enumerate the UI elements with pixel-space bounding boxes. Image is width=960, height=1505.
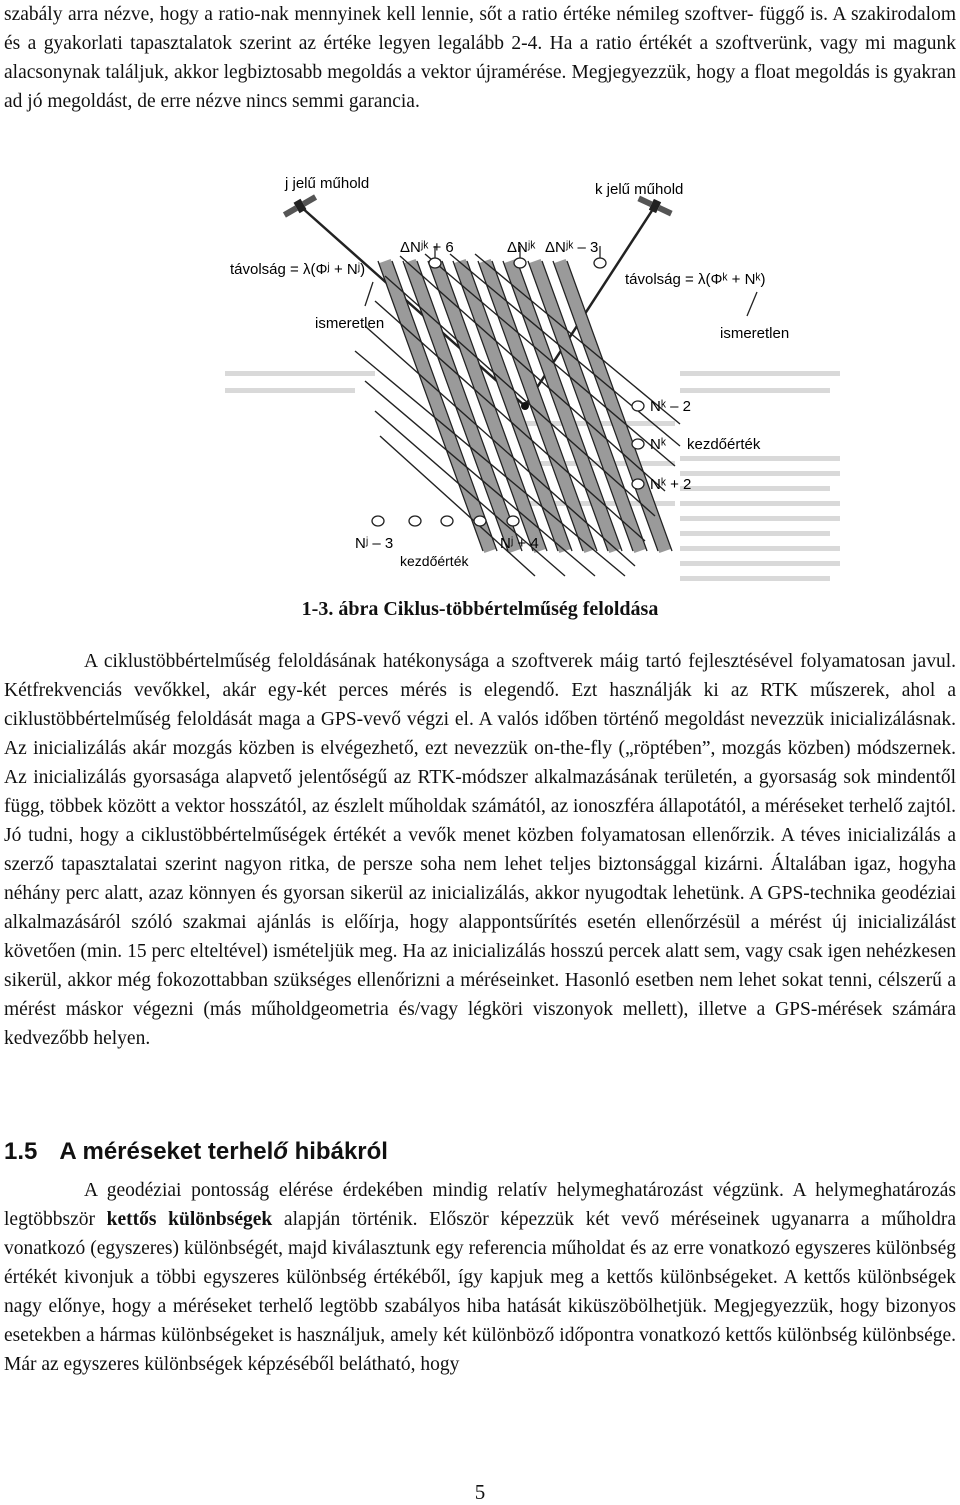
intro-line-rest: függő is. A szakirodalom és a gyakorlati tapasztalatok szerint az értéke legyen legalább 2-4. Ha a ratio értékét a szoftverünk, vagy mi magunk alacsonynak találjuk, akkor legbiztosabb megoldás a vektor újramérése. Megjegyezzük, hogy a float megoldás is gyakran ad jó megoldást, de erre nézve nincs semmi garancia. (4, 4, 957, 112)
cycle-ambiguity-figure (225, 166, 845, 586)
intro-paragraph (4, 0, 956, 116)
distance-j-formula: távolság = λ(Φʲ + Nʲ) (230, 261, 366, 278)
unknown-j-arrow (365, 282, 373, 306)
section-title-start: A méréseket terhel (59, 1138, 274, 1165)
unknown-j-label: ismeretlen (315, 315, 385, 332)
bottom-label-plus4: Nʲ + 4 (500, 535, 539, 552)
top-label-zero: ΔNʲᵏ (507, 239, 536, 256)
section-title-end: hibákról (287, 1138, 388, 1165)
intro-line-1: szabály arra nézve, hogy a ratio-nak mennyinek kell lennie, sőt a ratio értéke némileg szoftver- (4, 4, 754, 25)
distance-k-formula: távolság = λ(Φᵏ + Nᵏ) (625, 271, 766, 288)
satellite-k-label: k jelű műhold (595, 181, 684, 198)
paragraph-ambiguity-resolution: A ciklustöbbértelműség feloldásának hatékonysága a szoftverek máig tartó fejlesztésével folyamatosan javul. Kétfrekvenciás vevőkkel, akár egy-két perces mérés is elegendő. Ezt használják ki az RTK műszerek, ahol a ciklustöbbértelműség feloldását maga a GPS-vevő végzi el. A valós időben történő megoldást nevezzük inicializálásnak. Az inicializálás akár mozgás közben is elvégezhető, ezt nevezzük on-the-fly („röptében”, mozgás közben) módszernek. Az inicializálás gyorsasága alapvető jelentőségű az RTK-módszer alkalmazásának területén, a gyorsaság sok mindentől függ, többek között a vektor hosszától, az észlelt műholdak számától, az ionoszféra állapotától, a méréseket terhelő zajtól. Jó tudni, hogy a ciklustöbbértelműségek értékét a vevők menet közben folyamatosan ellenőrzik. A téves inicializálás a szerző tapasztalatai szerint nagyon ritka, de persze soha nem lehet teljes biztonsággal kizárni. Általában igaz, hogyha néhány perc alatt, azaz könnyen és gyorsan sikerül az inicializálás, akkor nyugodtak lehetünk. A GPS-technika geodéziai alkalmazásáról szóló szakmai ajánlás is előírja, hogy alappontsűrítés esetén ellenőrzésül a mérést új inicializálást követően (min. 15 perc elteltével) ismételjük meg. Ha az inicializálás hosszú percek alatt sem, vagy csak igen nehézkesen sikerül, akkor még fokozottabban szükséges ellenőrizni a méréseinket. Hasonló esetben nem lehet sokat tenni, célszerű a mérést máskor végezni (más műholdgeometria és/vagy légköri viszonyok mellett), illetve a GPS-mérések számára kedvezőbb helyen. (4, 651, 956, 1049)
p2-text-before: A geodéziai pontosság elérése érdekében mindig relatív helymeghatározást végzünk. A helymeghatározás legtöbbször (4, 1180, 956, 1230)
bottom-label-minus3: Nʲ – 3 (355, 535, 394, 552)
bottom-start-label: kezdőérték (400, 553, 469, 569)
receiver-point (521, 402, 529, 410)
section-number: 1.5 (4, 1138, 38, 1165)
figure-caption: 1-3. ábra Ciklus-többértelműség feloldása (301, 598, 659, 620)
unknown-k-label: ismeretlen (720, 325, 790, 342)
right-start-label: kezdőérték (687, 436, 761, 453)
right-label-zero: Nᵏ (650, 436, 666, 453)
section-heading (4, 1138, 388, 1166)
p2-bold-term: kettős különbségek (106, 1209, 273, 1230)
page-number: 5 (474, 1480, 486, 1504)
top-label-plus6: ΔNʲᵏ + 6 (400, 239, 454, 256)
satellite-j-label: j jelű műhold (285, 175, 370, 192)
section-title-italic: ő (273, 1138, 288, 1165)
unknown-k-arrow (747, 292, 757, 316)
paragraph-relative-positioning (4, 1176, 956, 1379)
right-label-minus2: Nᵏ – 2 (650, 398, 691, 415)
right-label-plus2: Nᵏ + 2 (650, 476, 692, 493)
p2-text-after: alapján történik. Először képezzük két vevő méréseinek ugyanarra a műholdra vonatkozó (egyszeres) különbségét, majd kiválasztunk egy referencia műholdat és az erre vonatkozó egyszeres különbség értékét kivonjuk a többi egyszeres különbség értékéből, így kapjuk meg a kettős különbségeket. A kettős különbségek nagy előnye, hogy a méréseket terhelő legtöbb szabályos hiba hatását kiküszöbölhetjük. Megjegyezzük, hogy bizonyos esetekben a hármas különbségeket is használjuk, amely két különböző időpontra vonatkozó kettős különbség különbsége. Már az egyszeres különbségek képzéséből belátható, hogy (4, 1209, 956, 1375)
top-label-minus3: ΔNʲᵏ – 3 (545, 239, 599, 256)
